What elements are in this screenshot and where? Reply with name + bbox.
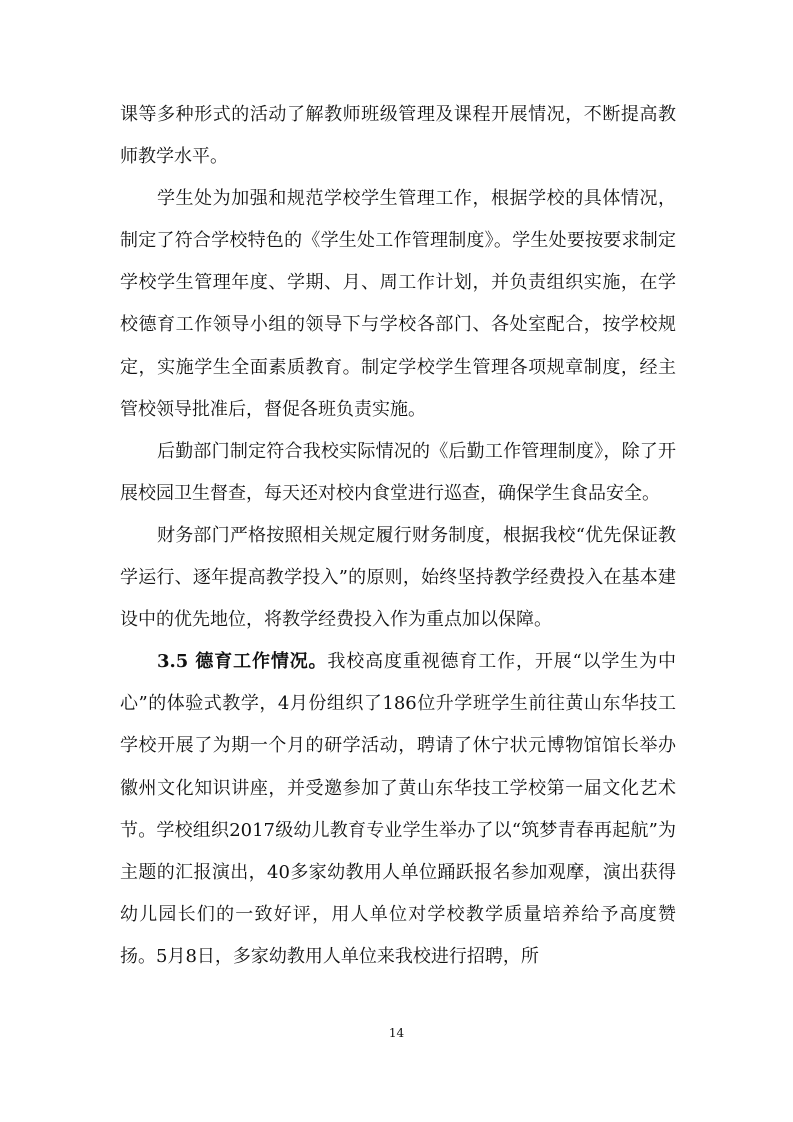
paragraph-text: 财务部门严格按照相关规定履行财务制度，根据我校“优先保证教学运行、逐年提高教学投入”的原则，始终坚持教学经费投入在基本建设中的优先地位，将教学经费投入作为重点加以保障。 [120,524,676,631]
page-number: 14 [388,1026,405,1040]
paragraph-continuation [120,94,676,178]
paragraph-finance [120,515,676,641]
paragraph-student-affairs [120,178,676,431]
paragraph-text: 学生处为加强和规范学校学生管理工作，根据学校的具体情况，制定了符合学校特色的《学生处工作管理制度》。学生处要按要求制定学校学生管理年度、学期、月、周工作计划，并负责组织实施，在学校德育工作领导小组的领导下与学校各部门、各处室配合，按学校规定，实施学生全面素质教育。制定学校学生管理各项规章制度，经主管校领导批准后，督促各班负责实施。 [120,188,676,420]
paragraph-text: 课等多种形式的活动了解教师班级管理及课程开展情况，不断提高教师教学水平。 [120,104,676,168]
paragraph-moral-education [120,641,676,978]
paragraph-text: 我校高度重视德育工作，开展“以学生为中心”的体验式教学，4月份组织了186位升学班学生前往黄山东华技工学校开展了为期一个月的研学活动，聘请了休宁状元博物馆馆长举办徽州文化知识讲座，并受邀参加了黄山东华技工学校第一届文化艺术节。学校组织2017级幼儿教育专业学生举办了以“筑梦青春再起航”为主题的汇报演出，40多家幼教用人单位踊跃报名参加观摩，演出获得幼儿园长们的一致好评，用人单位对学校教学质量培养给予高度赞扬。5月8日，多家幼教用人单位来我校进行招聘，所 [120,651,676,967]
section-heading: 3.5 德育工作情况。 [157,651,328,673]
paragraph-text: 后勤部门制定符合我校实际情况的《后勤工作管理制度》，除了开展校园卫生督查，每天还对校内食堂进行巡查，确保学生食品安全。 [120,440,676,504]
paragraph-logistics [120,431,676,515]
body-text [120,94,676,978]
